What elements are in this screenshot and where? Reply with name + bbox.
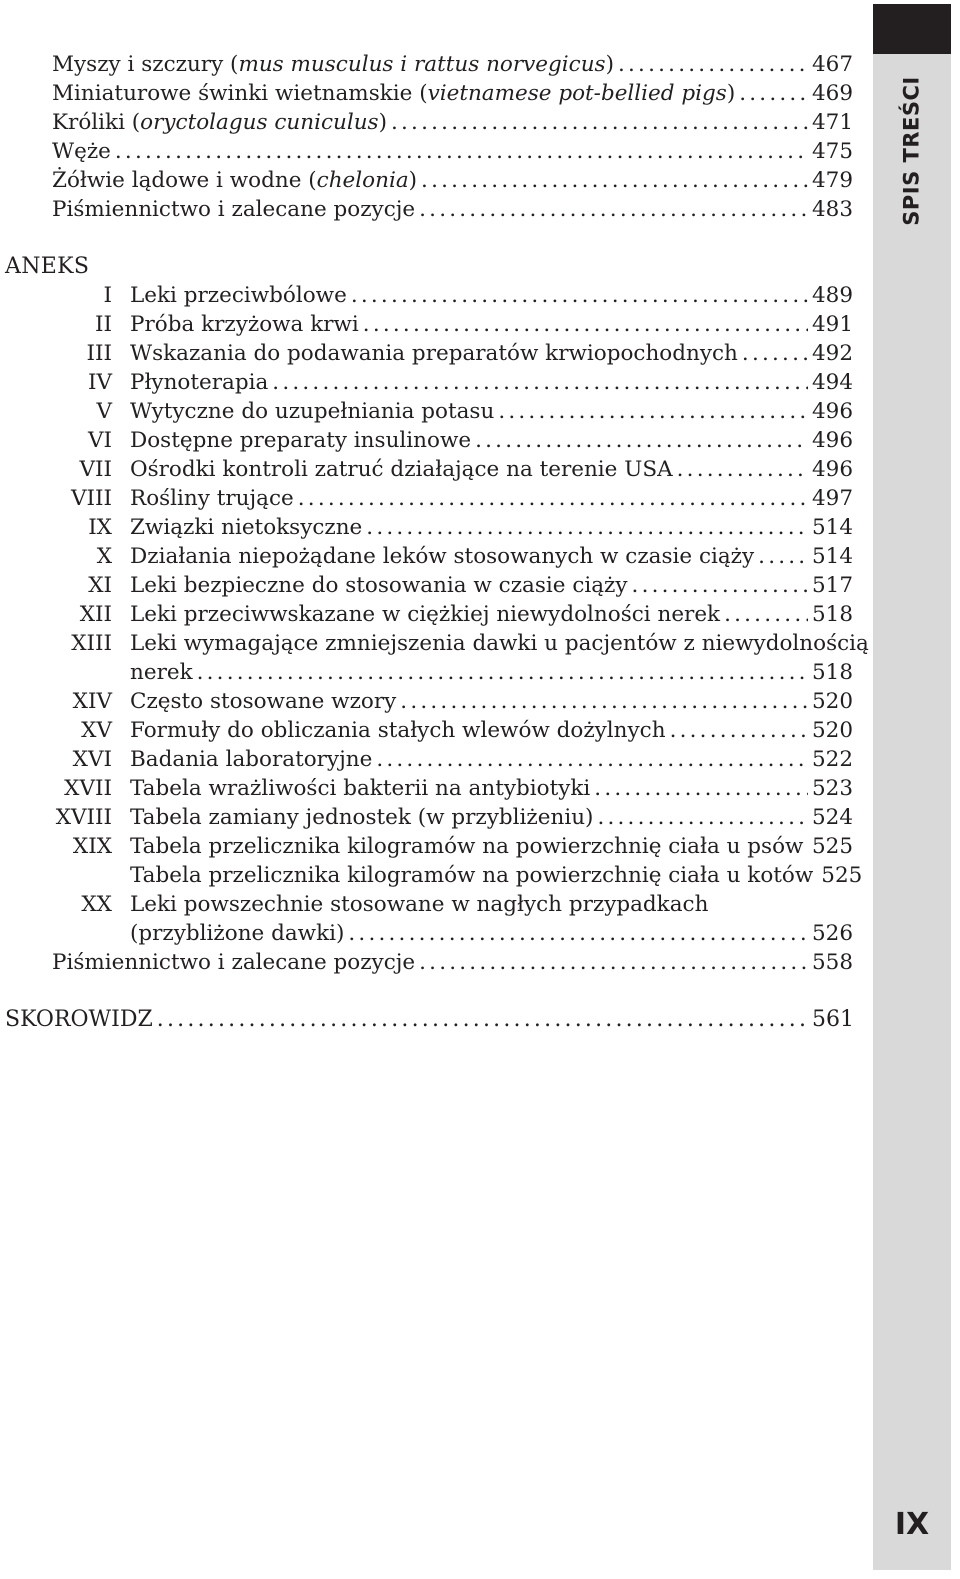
toc-entry-page: 497 — [812, 486, 854, 511]
appendix-number: IV — [87, 370, 112, 395]
toc-entry[interactable] — [130, 426, 852, 455]
dot-leader — [298, 484, 808, 513]
toc-entry-page: 520 — [812, 689, 854, 714]
dot-leader — [618, 50, 808, 79]
toc-entry[interactable] — [52, 137, 852, 166]
toc-entry-label: Leki przeciwwskazane w ciężkiej niewydolności nerek — [130, 602, 721, 627]
appendix-number: VI — [87, 428, 112, 453]
toc-entry-label: Tabela przelicznika kilogramów na powierzchnię ciała u kotów — [130, 863, 814, 888]
appendix-number: XIX — [72, 834, 112, 859]
toc-entry-label-line1[interactable]: Leki powszechnie stosowane w nagłych przypadkach — [130, 892, 709, 917]
appendix-number: I — [103, 283, 112, 308]
toc-entry-page: 489 — [812, 283, 854, 308]
toc-entry-label: Miniaturowe świnki wietnamskie (vietnamese pot-bellied pigs) — [52, 81, 736, 106]
toc-entry[interactable] — [52, 108, 852, 137]
toc-entry-label: Dostępne preparaty insulinowe — [130, 428, 472, 453]
toc-entry-label: Wskazania do podawania preparatów krwiopochodnych — [130, 341, 738, 366]
appendix-number: XII — [79, 602, 112, 627]
toc-entry-page: 525 — [812, 834, 854, 859]
page-number: IX — [894, 1507, 930, 1542]
dot-leader — [115, 137, 808, 166]
toc-entry-page: 475 — [812, 139, 854, 164]
toc-entry-label: Związki nietoksyczne — [130, 515, 363, 540]
appendix-number: XVII — [64, 776, 112, 801]
dot-leader — [742, 339, 808, 368]
toc-entry-label-line1[interactable]: Leki wymagające zmniejszenia dawki u pacjentów z niewydolnością — [130, 631, 869, 656]
appendix-number: VII — [79, 457, 112, 482]
appendix-number: XIII — [71, 631, 112, 656]
toc-entry[interactable] — [130, 803, 852, 832]
toc-entry-label: Piśmiennictwo i zalecane pozycje — [52, 950, 416, 975]
appendix-number: VIII — [70, 486, 112, 511]
toc-entry-bibliography[interactable] — [52, 948, 852, 977]
appendix-number: XIV — [72, 689, 112, 714]
tab-label-text: SPIS TREŚCI — [900, 76, 924, 226]
dot-leader — [351, 281, 808, 310]
toc-entry[interactable] — [52, 79, 852, 108]
toc-entry-page: 496 — [812, 457, 854, 482]
toc-entry[interactable] — [130, 571, 852, 600]
toc-entry-page: 483 — [812, 197, 854, 222]
toc-entry-label: Badania laboratoryjne — [130, 747, 373, 772]
toc-entry-page: 517 — [812, 573, 854, 598]
toc-entry-label: Ośrodki kontroli zatruć działające na terenie USA — [130, 457, 673, 482]
toc-entry-page: 524 — [812, 805, 854, 830]
toc-entry-label: Próba krzyżowa krwi — [130, 312, 359, 337]
dot-leader — [632, 571, 808, 600]
toc-entry-label: Tabela przelicznika kilogramów na powierzchnię ciała u psów — [130, 834, 804, 859]
toc-entry[interactable] — [130, 600, 852, 629]
toc-entry-label: Działania niepożądane leków stosowanych w czasie ciąży — [130, 544, 755, 569]
dot-leader — [739, 79, 808, 108]
toc-entry[interactable] — [130, 339, 852, 368]
toc-entry-page: 496 — [812, 428, 854, 453]
appendix-number: IX — [88, 515, 112, 540]
section-tab — [873, 4, 951, 1570]
dot-leader — [670, 716, 808, 745]
dot-leader — [400, 687, 808, 716]
toc-entry-label: Formuły do obliczania stałych wlewów dożylnych — [130, 718, 666, 743]
toc-entry-page: 514 — [812, 544, 854, 569]
dot-leader — [758, 542, 808, 571]
toc-entry-page: 525 — [821, 863, 863, 888]
toc-entry-page: 479 — [812, 168, 854, 193]
toc-entry-label: Często stosowane wzory — [130, 689, 397, 714]
dot-leader — [807, 832, 808, 861]
dot-leader — [363, 310, 808, 339]
dot-leader — [419, 948, 808, 977]
dot-leader — [594, 774, 808, 803]
toc-entry[interactable] — [130, 716, 852, 745]
toc-entry[interactable] — [130, 542, 852, 571]
toc-entry-label: Tabela zamiany jednostek (w przybliżeniu) — [130, 805, 594, 830]
toc-entry-label: Rośliny trujące — [130, 486, 294, 511]
toc-entry-label: Myszy i szczury (mus musculus i rattus norvegicus) — [52, 52, 614, 77]
dot-leader — [421, 166, 808, 195]
toc-entry-page: 523 — [812, 776, 854, 801]
toc-entry[interactable] — [130, 658, 852, 687]
toc-entry-label: (przybliżone dawki) — [130, 921, 345, 946]
toc-entry-index[interactable] — [5, 1005, 852, 1034]
toc-entry-label: Tabela wrażliwości bakterii na antybiotyki — [130, 776, 591, 801]
dot-leader — [419, 195, 808, 224]
toc-entry-page: 522 — [812, 747, 854, 772]
appendix-number: V — [96, 399, 112, 424]
appendix-number: XX — [81, 892, 112, 917]
toc-entry-page: 514 — [812, 515, 854, 540]
dot-leader — [376, 745, 808, 774]
toc-entry-page: 469 — [812, 81, 854, 106]
dot-leader — [677, 455, 808, 484]
toc-entry-label: Króliki (oryctolagus cuniculus) — [52, 110, 387, 135]
toc-entry-page: 492 — [812, 341, 854, 366]
toc-entry[interactable] — [52, 195, 852, 224]
toc-entry[interactable] — [52, 166, 852, 195]
appendix-number: XVIII — [55, 805, 112, 830]
toc-entry[interactable] — [130, 368, 852, 397]
dot-leader — [197, 658, 808, 687]
dot-leader — [597, 803, 808, 832]
toc-entry[interactable] — [130, 774, 852, 803]
toc-entry-label: Płynoterapia — [130, 370, 269, 395]
section-heading-aneks[interactable]: ANEKS — [5, 254, 90, 279]
toc-entry[interactable] — [130, 745, 852, 774]
toc-entry-page: 558 — [812, 950, 854, 975]
toc-entry-label: nerek — [130, 660, 193, 685]
appendix-number: X — [96, 544, 112, 569]
toc-entry[interactable] — [130, 861, 863, 890]
toc-entry-page: 494 — [812, 370, 854, 395]
dot-leader — [272, 368, 808, 397]
toc-entry-label: Żółwie lądowe i wodne (chelonia) — [52, 168, 418, 193]
tab-top-block — [873, 4, 951, 54]
toc-entry[interactable] — [130, 281, 852, 310]
appendix-number: XVI — [72, 747, 112, 772]
appendix-number: II — [95, 312, 112, 337]
toc-entry[interactable] — [130, 455, 852, 484]
toc-entry[interactable] — [130, 513, 852, 542]
appendix-number: XV — [81, 718, 112, 743]
appendix-number: XI — [88, 573, 112, 598]
toc-entry-page: 526 — [812, 921, 854, 946]
dot-leader — [724, 600, 808, 629]
toc-entry-page: 518 — [812, 602, 854, 627]
toc-entry[interactable] — [130, 397, 852, 426]
toc-entry-page: 561 — [812, 1007, 854, 1032]
dot-leader — [391, 108, 808, 137]
appendix-number: III — [86, 341, 112, 366]
toc-entry-page: 496 — [812, 399, 854, 424]
dot-leader — [498, 397, 808, 426]
toc-entry-label: Leki przeciwbólowe — [130, 283, 347, 308]
toc-entry-page: 518 — [812, 660, 854, 685]
dot-leader — [157, 1005, 808, 1034]
toc-entry-label: Węże — [52, 139, 111, 164]
dot-leader — [348, 919, 808, 948]
toc-entry-label: Leki bezpieczne do stosowania w czasie ciąży — [130, 573, 628, 598]
index-heading: SKOROWIDZ — [5, 1007, 153, 1032]
toc-entry-page: 467 — [812, 52, 854, 77]
toc-entry-page: 491 — [812, 312, 854, 337]
toc-entry-page: 471 — [812, 110, 854, 135]
tab-label — [873, 56, 951, 246]
toc-entry[interactable] — [130, 310, 852, 339]
toc-entry-label: Wytyczne do uzupełniania potasu — [130, 399, 495, 424]
toc-entry[interactable] — [130, 919, 852, 948]
toc-entry[interactable] — [52, 50, 852, 79]
toc-entry[interactable] — [130, 832, 852, 861]
toc-entry-page: 520 — [812, 718, 854, 743]
toc-entry-label: Piśmiennictwo i zalecane pozycje — [52, 197, 416, 222]
dot-leader — [366, 513, 808, 542]
toc-entry[interactable] — [130, 484, 852, 513]
toc-entry[interactable] — [130, 687, 852, 716]
dot-leader — [475, 426, 808, 455]
